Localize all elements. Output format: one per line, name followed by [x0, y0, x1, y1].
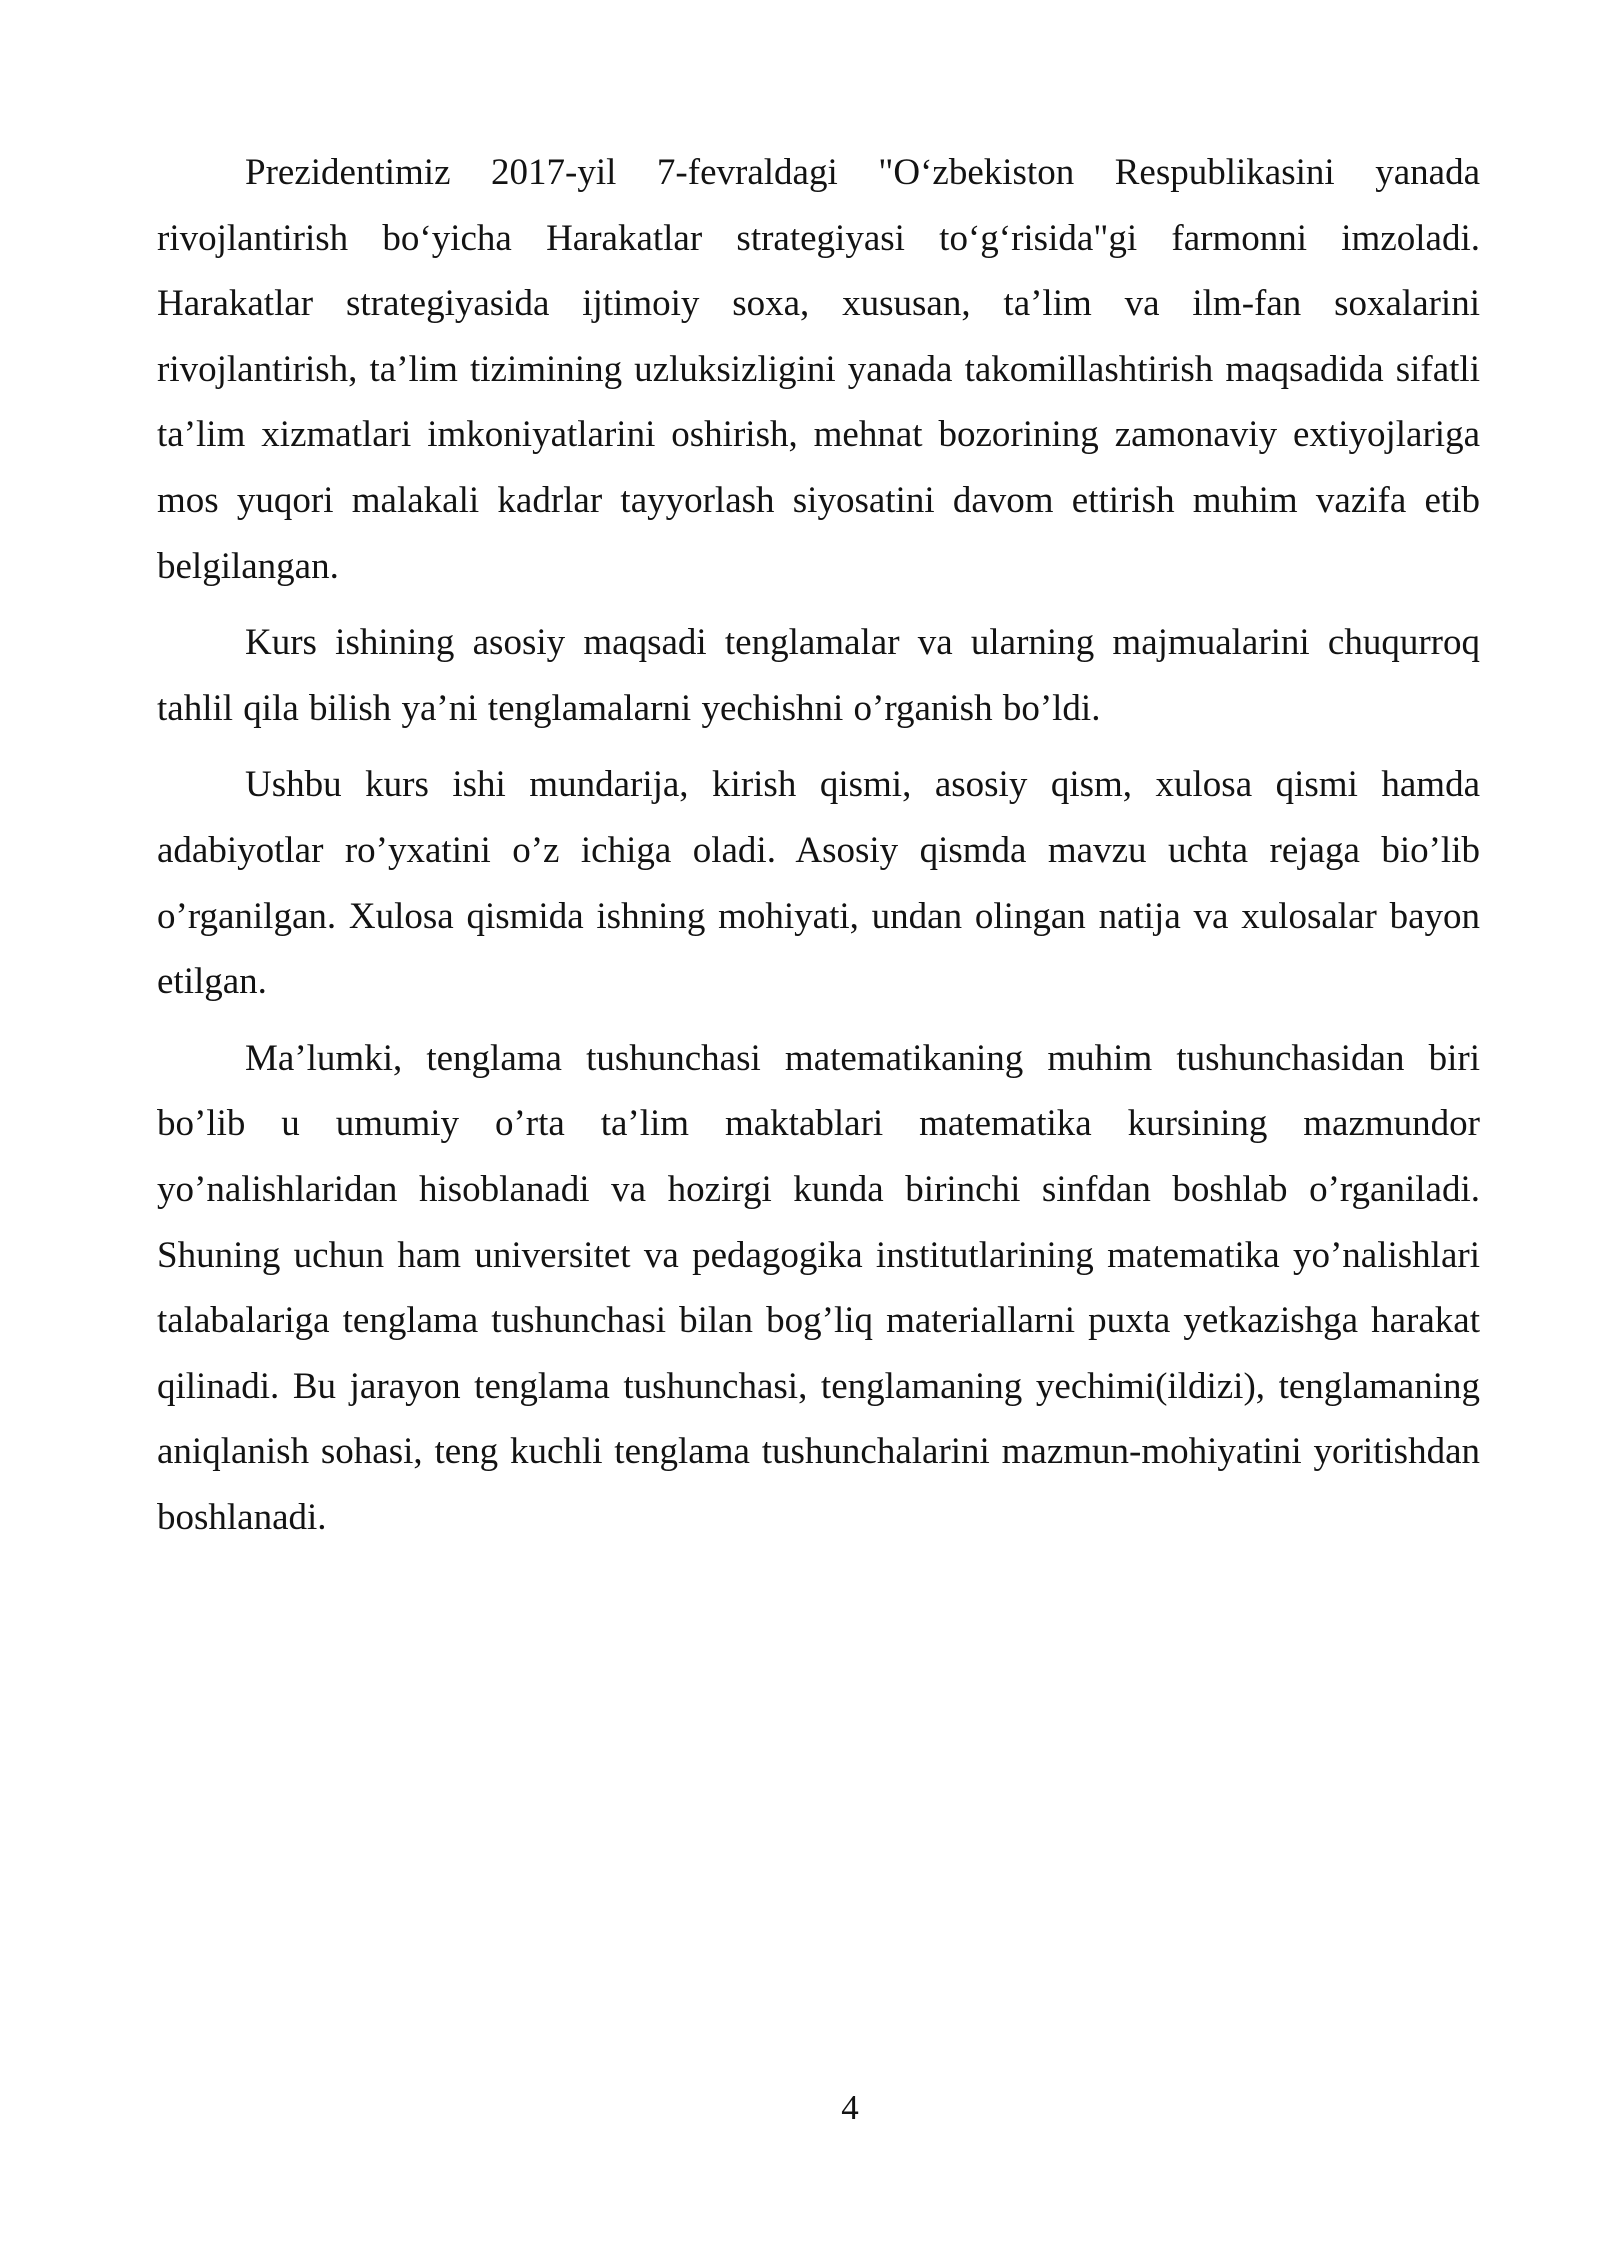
document-body-text [157, 140, 1480, 1561]
paragraph: Prezidentimiz 2017-yil 7-fevraldagi "Oʻzbekiston Respublikasini yanada rivojlantirish boʻyicha Harakatlar strategiyasi toʻgʻrisida"gi farmonni imzoladi. Harakatlar strategiyasida ijtimoiy soxa, xususan, ta’lim va ilm-fan soxalarini rivojlantirish, ta’lim tizimining uzluksizligini yanada takomillashtirish maqsadida sifatli ta’lim xizmatlari imkoniyatlarini oshirish, mehnat bozorining zamonaviy extiyojlariga mos yuqori malakali kadrlar tayyorlash siyosatini davom ettirish muhim vazifa etib belgilangan. [157, 152, 1480, 587]
paragraph: Ma’lumki, tenglama tushunchasi matematikaning muhim tushunchasidan biri bo’lib u umumiy o’rta ta’lim maktablari matematika kursining mazmundor yo’nalishlaridan hisoblanadi va hozirgi kunda birinchi sinfdan boshlab o’rganiladi. Shuning uchun ham universitet va pedagogika institutlarining matematika yo’nalishlari talabalariga tenglama tushunchasi bilan bog’liq materiallarni puxta yetkazishga harakat qilinadi. Bu jarayon tenglama tushunchasi, tenglamaning yechimi(ildizi), tenglamaning aniqlanish sohasi, teng kuchli tenglama tushunchalarini mazmun-mohiyatini yoritishdan boshlanadi. [157, 1037, 1480, 1538]
paragraph: Kurs ishining asosiy maqsadi tenglamalar va ularning majmualarini chuqurroq tahlil qila bilish ya’ni tenglamalarni yechishni o’rganish bo’ldi. [157, 622, 1480, 729]
paragraph: Ushbu kurs ishi mundarija, kirish qismi, asosiy qism, xulosa qismi hamda adabiyotlar ro’yxatini o’z ichiga oladi. Asosiy qismda mavzu uchta rejaga bio’lib o’rganilgan. Xulosa qismida ishning mohiyati, undan olingan natija va xulosalar bayon etilgan. [157, 764, 1480, 1003]
page-number: 4 [841, 2088, 859, 2127]
